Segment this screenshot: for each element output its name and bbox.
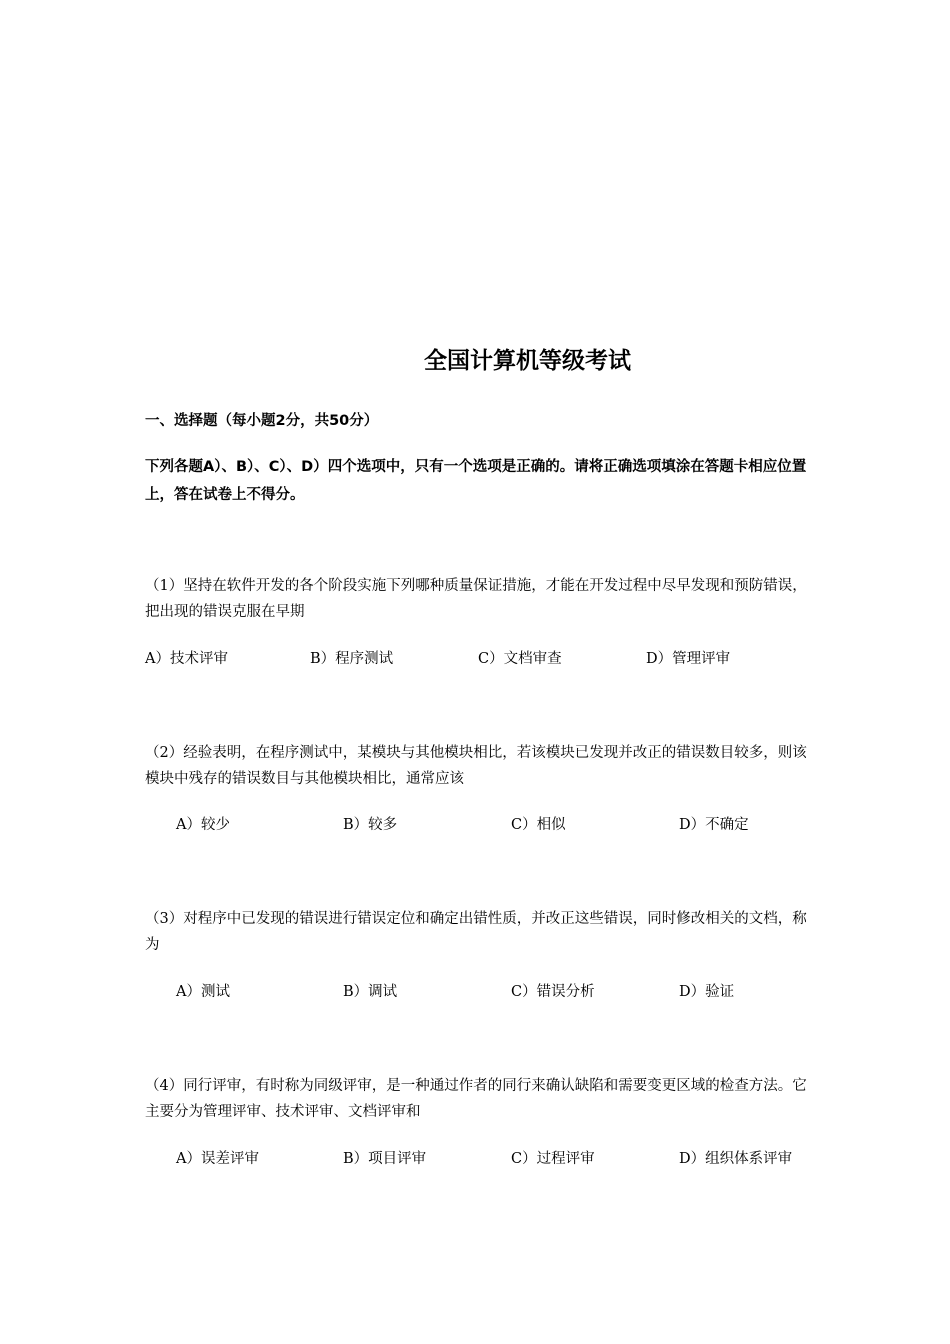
question-2-option-c: C）相似 [511,817,566,833]
question-3-option-d: D）验证 [679,984,735,1000]
question-3-option-c: C）错误分析 [511,984,595,1000]
question-2-text: （2）经验表明，在程序测试中，某模块与其他模块相比，若该模块已发现并改正的错误数目较多，则该模块中残存的错误数目与其他模块相比，通常应该 [145,745,807,787]
question-3-option-a: A）测试 [176,984,230,1000]
question-1-options [0,646,950,672]
question-4-option-b: B）项目评审 [343,1151,427,1167]
question-4-option-c: C）过程评审 [511,1151,595,1167]
question-4-text: （4）同行评审，有时称为同级评审，是一种通过作者的同行来确认缺陷和需要变更区域的检查方法。它主要分为管理评审、技术评审、文档评审和 [145,1078,807,1120]
question-2-options [0,812,950,838]
question-2-option-d: D）不确定 [679,817,749,833]
question-3-text: （3）对程序中已发现的错误进行错误定位和确定出错性质，并改正这些错误，同时修改相关的文档，称为 [145,911,807,953]
question-4-option-a: A）误差评审 [176,1151,259,1167]
question-4-options [0,1146,950,1172]
question-3-options [0,979,950,1005]
question-4-option-d: D）组织体系评审 [679,1151,793,1167]
section-heading: 一、选择题（每小题2分，共50分） [145,413,379,429]
question-2-option-b: B）较多 [343,817,398,833]
question-3-option-b: B）调试 [343,984,398,1000]
question-2-option-a: A）较少 [176,817,230,833]
question-1-text: （1）坚持在软件开发的各个阶段实施下列哪种质量保证措施，才能在开发过程中尽早发现和预防错误，把出现的错误克服在早期 [145,578,807,620]
section-instructions: 下列各题A）、B）、C）、D）四个选项中，只有一个选项是正确的。请将正确选项填涂在答题卡相应位置上，答在试卷上不得分。 [145,459,807,503]
question-1-option-a: A）技术评审 [145,651,228,667]
question-1-option-c: C）文档审查 [478,651,562,667]
question-1-option-b: B）程序测试 [310,651,394,667]
question-1-option-d: D）管理评审 [646,651,731,667]
page-title: 全国计算机等级考试 [424,348,631,374]
